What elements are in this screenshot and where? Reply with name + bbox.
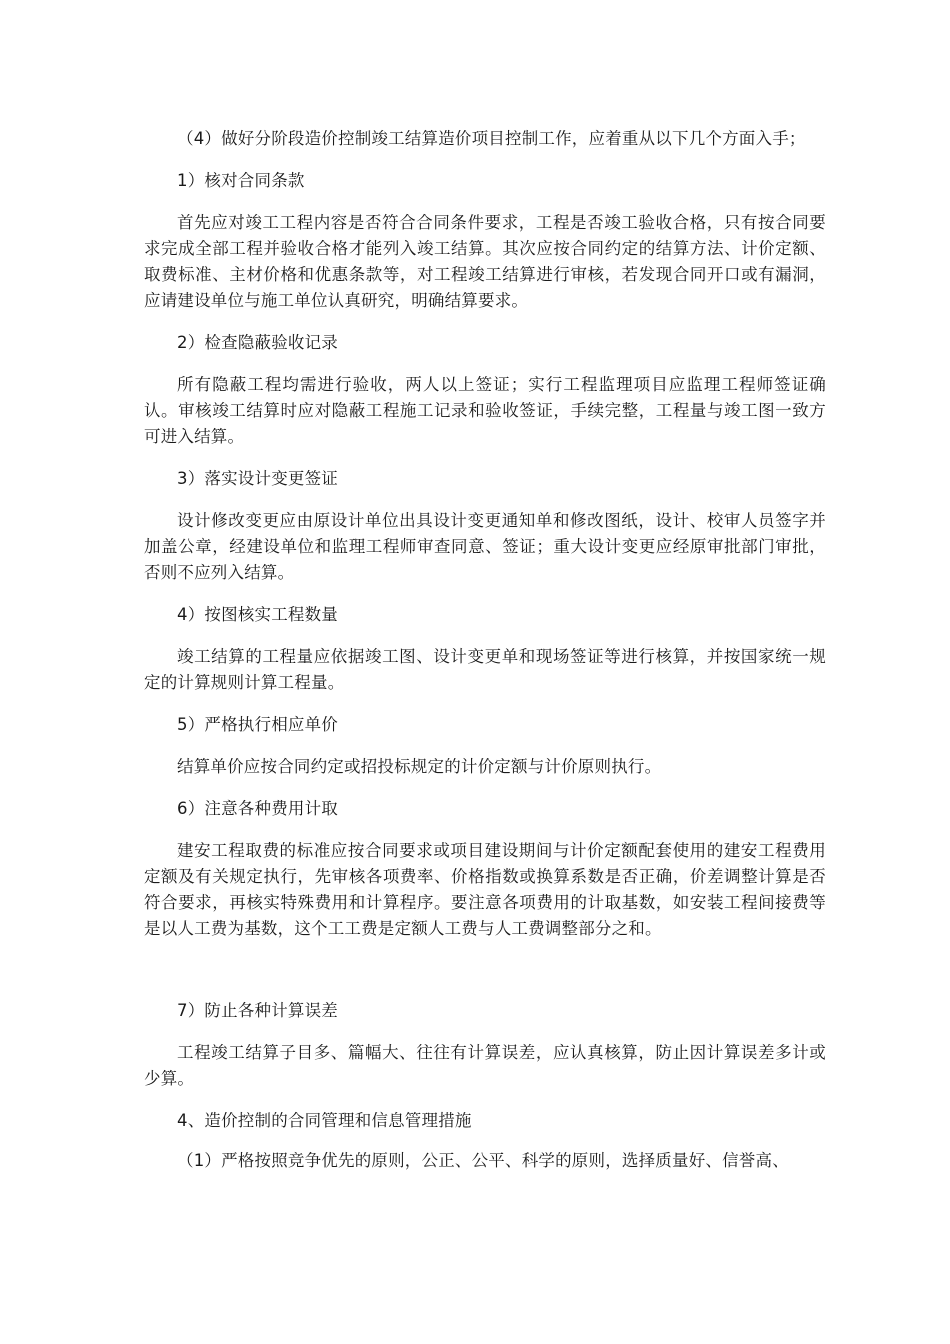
subheading-verify-quantities: 4）按图核实工程数量: [177, 605, 338, 624]
paragraph-stage-control-intro: （4）做好分阶段造价控制竣工结算造价项目控制工作，应着重从以下几个方面入手；: [177, 129, 806, 148]
subheading-unit-price: 5）严格执行相应单价: [177, 715, 338, 734]
subheading-check-contract-terms: 1）核对合同条款: [177, 171, 305, 190]
paragraph-calculation-errors: 工程竣工结算子目多、篇幅大、往往有计算误差，应认真核算，防止因计算误差多计或少算。: [144, 1043, 826, 1088]
paragraph-verify-quantities: 竣工结算的工程量应依据竣工图、设计变更单和现场签证等进行核算，并按国家统一规定的计算规则计算工程量。: [144, 647, 826, 692]
subheading-fee-calculation: 6）注意各种费用计取: [177, 799, 338, 818]
paragraph-check-contract-terms: 首先应对竣工工程内容是否符合合同条件要求，工程是否竣工验收合格，只有按合同要求完成全部工程并验收合格才能列入竣工结算。其次应按合同约定的结算方法、计价定额、取费标准、主材价格和优惠条款等，对工程竣工结算进行审核，若发现合同开口或有漏洞，应请建设单位与施工单位认真研究，明确结算要求。: [144, 213, 826, 310]
paragraph-unit-price: 结算单价应按合同约定或招投标规定的计价定额与计价原则执行。: [177, 757, 662, 776]
paragraph-hidden-acceptance-records: 所有隐蔽工程均需进行验收，两人以上签证；实行工程监理项目应监理工程师签证确认。审核竣工结算时应对隐蔽工程施工记录和验收签证，手续完整，工程量与竣工图一致方可进入结算。: [144, 375, 826, 446]
subheading-calculation-errors: 7）防止各种计算误差: [177, 1001, 338, 1020]
subheading-hidden-acceptance-records: 2）检查隐蔽验收记录: [177, 333, 338, 352]
paragraph-contract-selection: （1）严格按照竞争优先的原则，公正、公平、科学的原则，选择质量好、信誉高、: [177, 1151, 789, 1170]
document-body: [144, 126, 826, 1190]
paragraph-design-change-visa: 设计修改变更应由原设计单位出具设计变更通知单和修改图纸，设计、校审人员签字并加盖公章，经建设单位和监理工程师审查同意、签证；重大设计变更应经原审批部门审批，否则不应列入结算。: [144, 511, 826, 582]
section-heading-contract-information-management: 4、造价控制的合同管理和信息管理措施: [177, 1111, 472, 1130]
subheading-design-change-visa: 3）落实设计变更签证: [177, 469, 338, 488]
paragraph-fee-calculation: 建安工程取费的标准应按合同要求或项目建设期间与计价定额配套使用的建安工程费用定额及有关规定执行，先审核各项费率、价格指数或换算系数是否正确，价差调整计算是否符合要求，再核实特殊费用和计算程序。要注意各项费用的计取基数，如安装工程间接费等是以人工费为基数，这个工工费是定额人工费与人工费调整部分之和。: [144, 841, 826, 938]
